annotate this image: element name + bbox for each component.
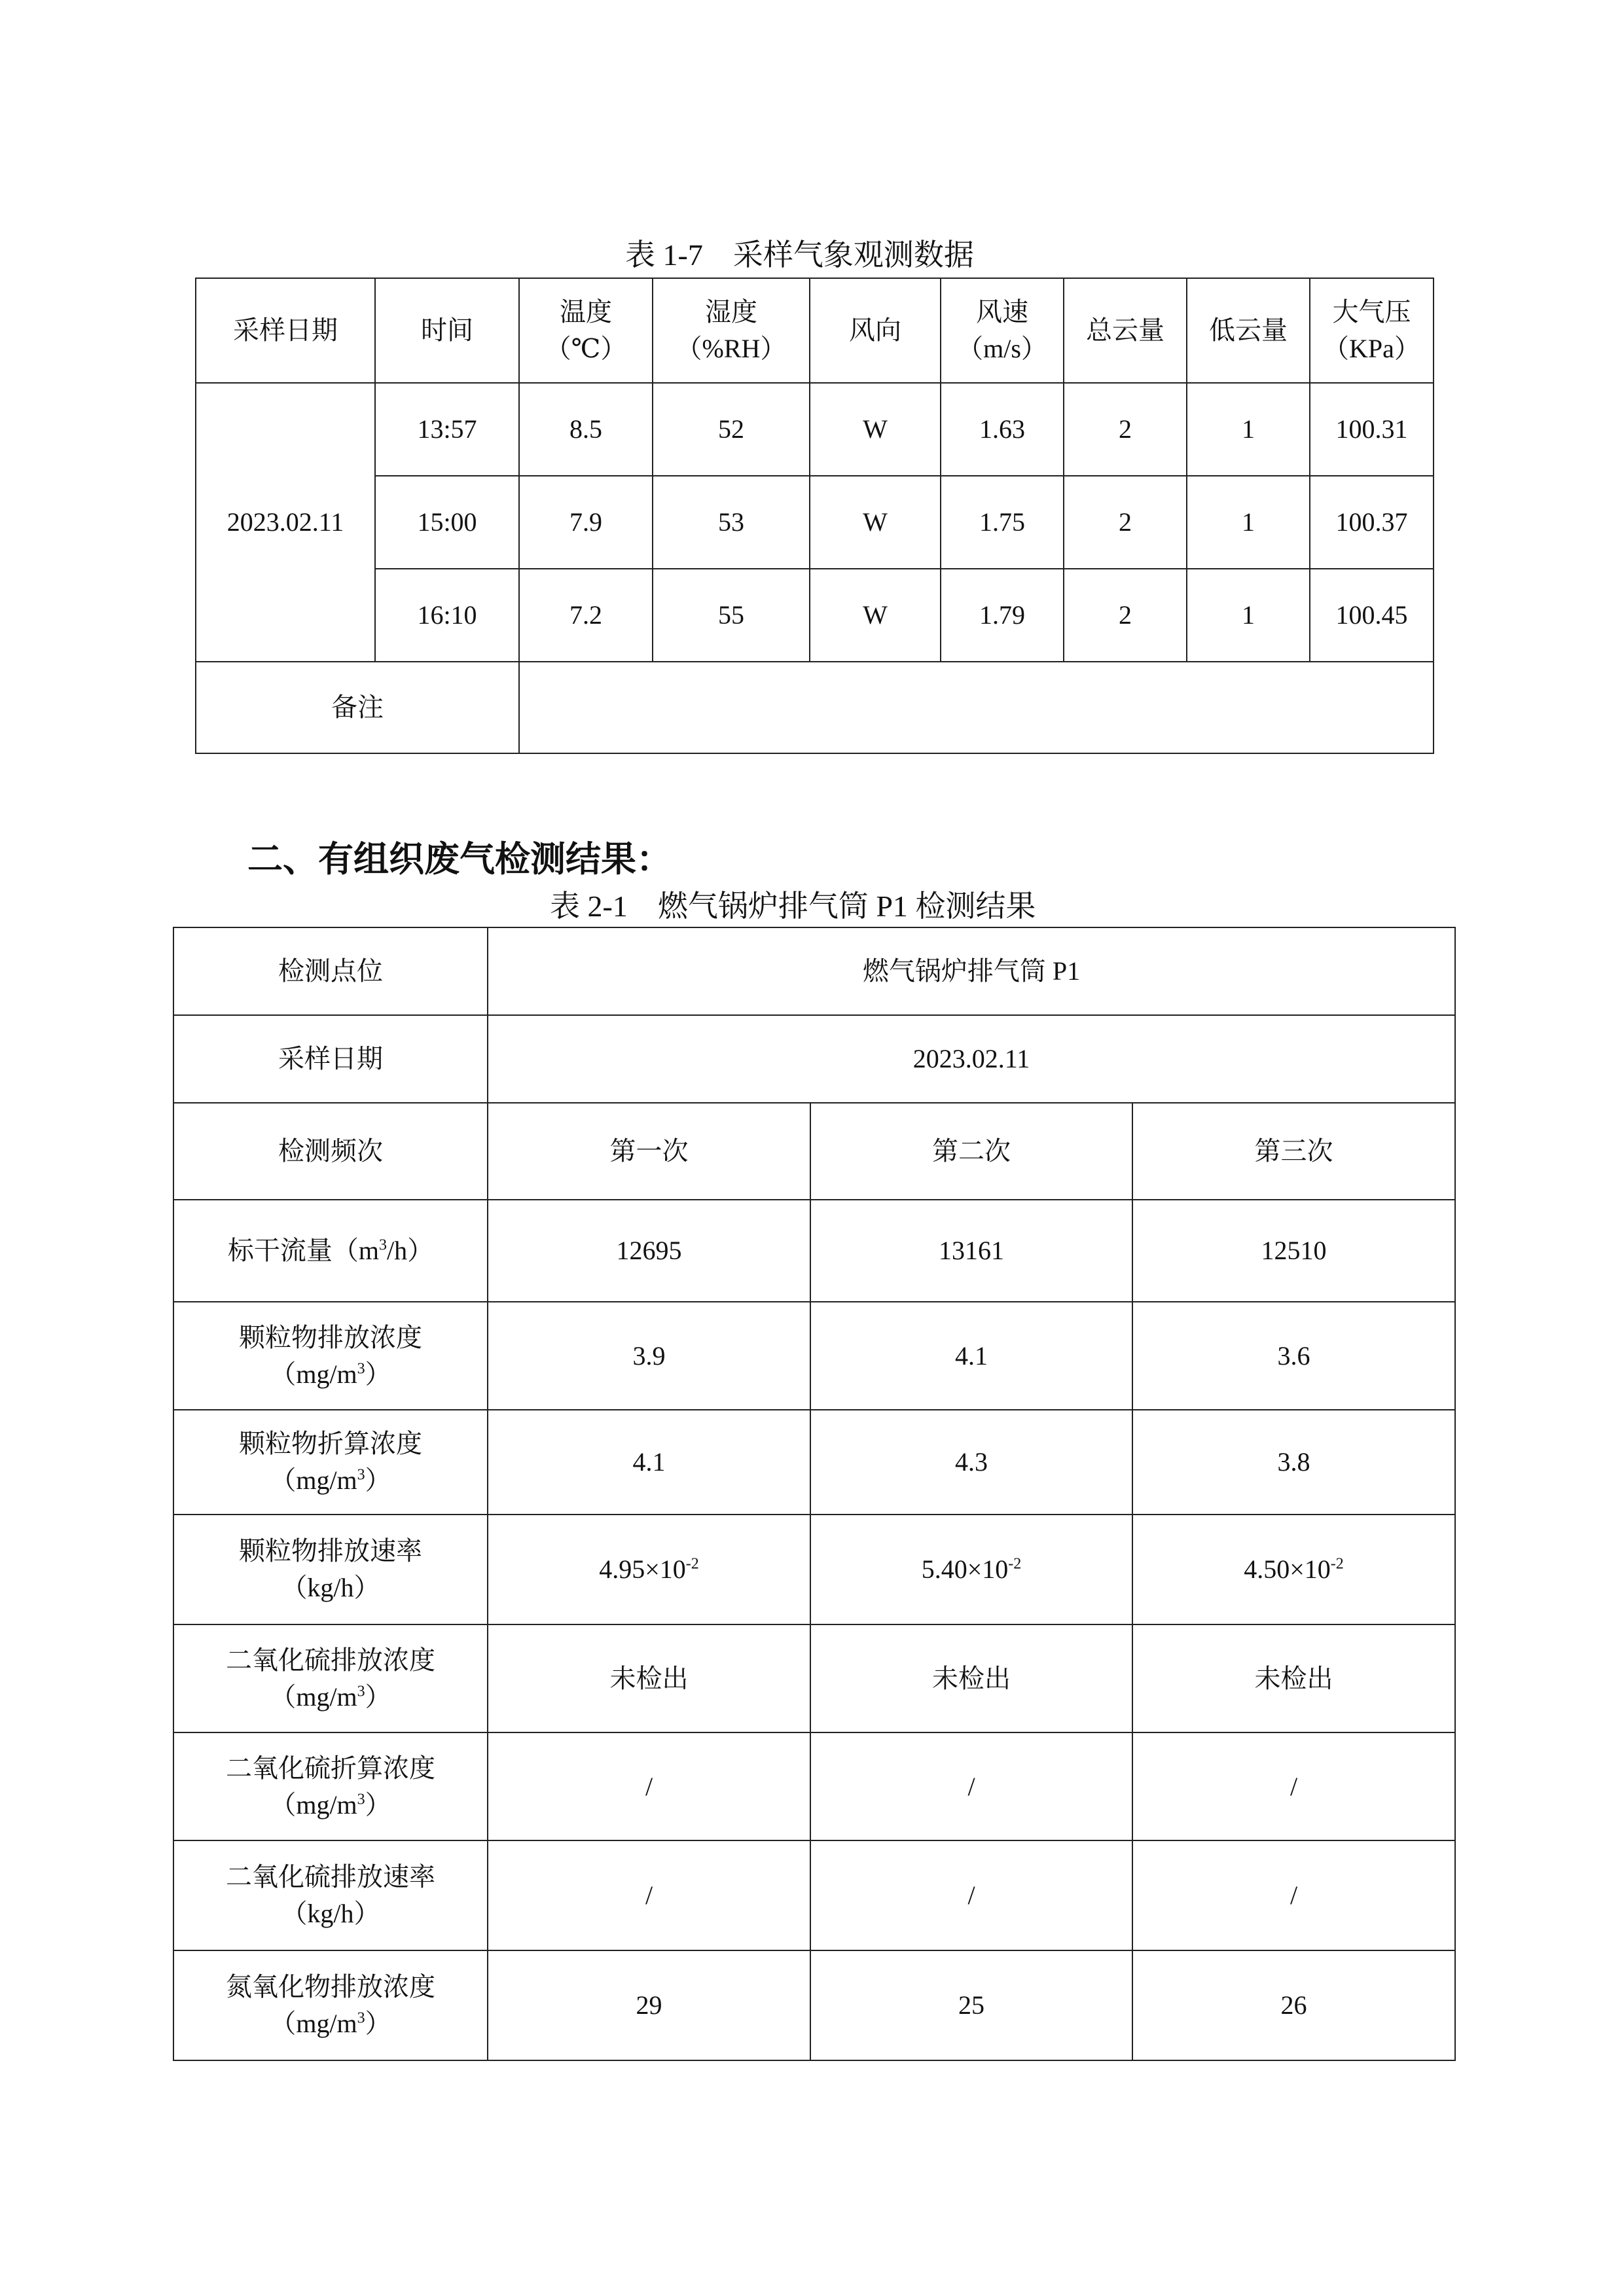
point-value: 燃气锅炉排气筒 P1 (488, 927, 1455, 1015)
value-cell: 12695 (488, 1200, 810, 1302)
row-label: 标干流量$(m^3/h)$ (173, 1200, 488, 1302)
table-row (173, 1015, 1455, 1103)
value-cell: $4.95\times 10^{-2}$ (488, 1515, 810, 1624)
table-cell: 52 (653, 383, 810, 476)
table-cell: 1.75 (941, 476, 1064, 569)
header-low-cloud: 低云量 (1187, 278, 1310, 383)
table-cell: 1 (1187, 476, 1310, 569)
table-cell: 55 (653, 569, 810, 662)
table-cell: 13:57 (375, 383, 519, 476)
table-cell: 2 (1064, 569, 1187, 662)
value-cell: 4.1 (810, 1302, 1132, 1410)
table-1-7-caption: 表 1-7 采样气象观测数据 (625, 238, 974, 272)
value-cell: 29 (488, 1950, 810, 2060)
header-temperature: 温度 （℃） (519, 278, 653, 383)
table-cell: W (810, 383, 941, 476)
table-row (173, 1410, 1455, 1515)
value-cell: 未检出 (810, 1624, 1132, 1732)
row-label: 颗粒物折算浓度 $(mg/m^3)$ (173, 1410, 488, 1515)
value-cell: 4.1 (488, 1410, 810, 1515)
value-cell: 25 (810, 1950, 1132, 2060)
table-row (173, 1732, 1455, 1840)
table-cell: 1.63 (941, 383, 1064, 476)
table-cell: 16:10 (375, 569, 519, 662)
table-cell: 100.45 (1310, 569, 1434, 662)
table-row (173, 1103, 1455, 1200)
table-cell: 100.31 (1310, 383, 1434, 476)
table-row (173, 1950, 1455, 2060)
emission-results-table (173, 927, 1456, 2061)
value-cell: 4.3 (810, 1410, 1132, 1515)
frequency-1: 第一次 (488, 1103, 810, 1200)
value-cell: / (810, 1732, 1132, 1840)
row-label: 二氧化硫排放速率 （kg/h） (173, 1840, 488, 1950)
value-cell: 未检出 (1132, 1624, 1455, 1732)
table-cell: W (810, 476, 941, 569)
value-cell: 3.6 (1132, 1302, 1455, 1410)
value-cell: 未检出 (488, 1624, 810, 1732)
remark-value (519, 662, 1434, 753)
weather-observation-table (195, 278, 1434, 754)
frequency-2: 第二次 (810, 1103, 1132, 1200)
remark-row (196, 662, 1434, 753)
table-row (196, 476, 1434, 569)
date-label: 采样日期 (173, 1015, 488, 1103)
row-label: 颗粒物排放速率 （kg/h） (173, 1515, 488, 1624)
header-sampling-date: 采样日期 (196, 278, 375, 383)
value-cell: 12510 (1132, 1200, 1455, 1302)
section-heading: 二、有组织废气检测结果： (247, 840, 672, 879)
value-cell: 3.8 (1132, 1410, 1455, 1515)
row-label: 颗粒物排放浓度 $(mg/m^3)$ (173, 1302, 488, 1410)
table-row (173, 1200, 1455, 1302)
table-row (173, 927, 1455, 1015)
row-label: 二氧化硫折算浓度 $(mg/m^3)$ (173, 1732, 488, 1840)
table-row (173, 1302, 1455, 1410)
header-pressure: 大气压 （KPa） (1310, 278, 1434, 383)
header-wind-direction: 风向 (810, 278, 941, 383)
table-cell: 7.2 (519, 569, 653, 662)
value-cell: / (488, 1840, 810, 1950)
table-cell: 1 (1187, 383, 1310, 476)
value-cell: 13161 (810, 1200, 1132, 1302)
header-time: 时间 (375, 278, 519, 383)
value-cell: / (810, 1840, 1132, 1950)
header-total-cloud: 总云量 (1064, 278, 1187, 383)
table-cell: W (810, 569, 941, 662)
sampling-date-cell: 2023.02.11 (196, 383, 375, 662)
table-cell: 7.9 (519, 476, 653, 569)
row-label: 二氧化硫排放浓度 $(mg/m^3)$ (173, 1624, 488, 1732)
header-wind-speed: 风速 （m/s） (941, 278, 1064, 383)
value-cell: / (1132, 1732, 1455, 1840)
frequency-3: 第三次 (1132, 1103, 1455, 1200)
table-row (173, 1840, 1455, 1950)
table-header-row (196, 278, 1434, 383)
table-row (173, 1624, 1455, 1732)
table-2-1-caption: 表 2-1 燃气锅炉排气筒 P1 检测结果 (550, 889, 1036, 923)
table-row (196, 569, 1434, 662)
value-cell: $4.50\times 10^{-2}$ (1132, 1515, 1455, 1624)
frequency-label: 检测频次 (173, 1103, 488, 1200)
value-cell: $5.40\times 10^{-2}$ (810, 1515, 1132, 1624)
value-cell: / (488, 1732, 810, 1840)
table-cell: 53 (653, 476, 810, 569)
header-humidity: 湿度 （%RH） (653, 278, 810, 383)
value-cell: 3.9 (488, 1302, 810, 1410)
remark-label: 备注 (196, 662, 519, 753)
table-cell: 2 (1064, 476, 1187, 569)
table-row (173, 1515, 1455, 1624)
value-cell: 26 (1132, 1950, 1455, 2060)
date-value: 2023.02.11 (488, 1015, 1455, 1103)
row-label: 氮氧化物排放浓度 $(mg/m^3)$ (173, 1950, 488, 2060)
table-cell: 8.5 (519, 383, 653, 476)
table-cell: 15:00 (375, 476, 519, 569)
table-cell: 2 (1064, 383, 1187, 476)
table-cell: 1.79 (941, 569, 1064, 662)
table-row (196, 383, 1434, 476)
point-label: 检测点位 (173, 927, 488, 1015)
value-cell: / (1132, 1840, 1455, 1950)
table-cell: 1 (1187, 569, 1310, 662)
emission-results-body (173, 1200, 1455, 2060)
table-cell: 100.37 (1310, 476, 1434, 569)
